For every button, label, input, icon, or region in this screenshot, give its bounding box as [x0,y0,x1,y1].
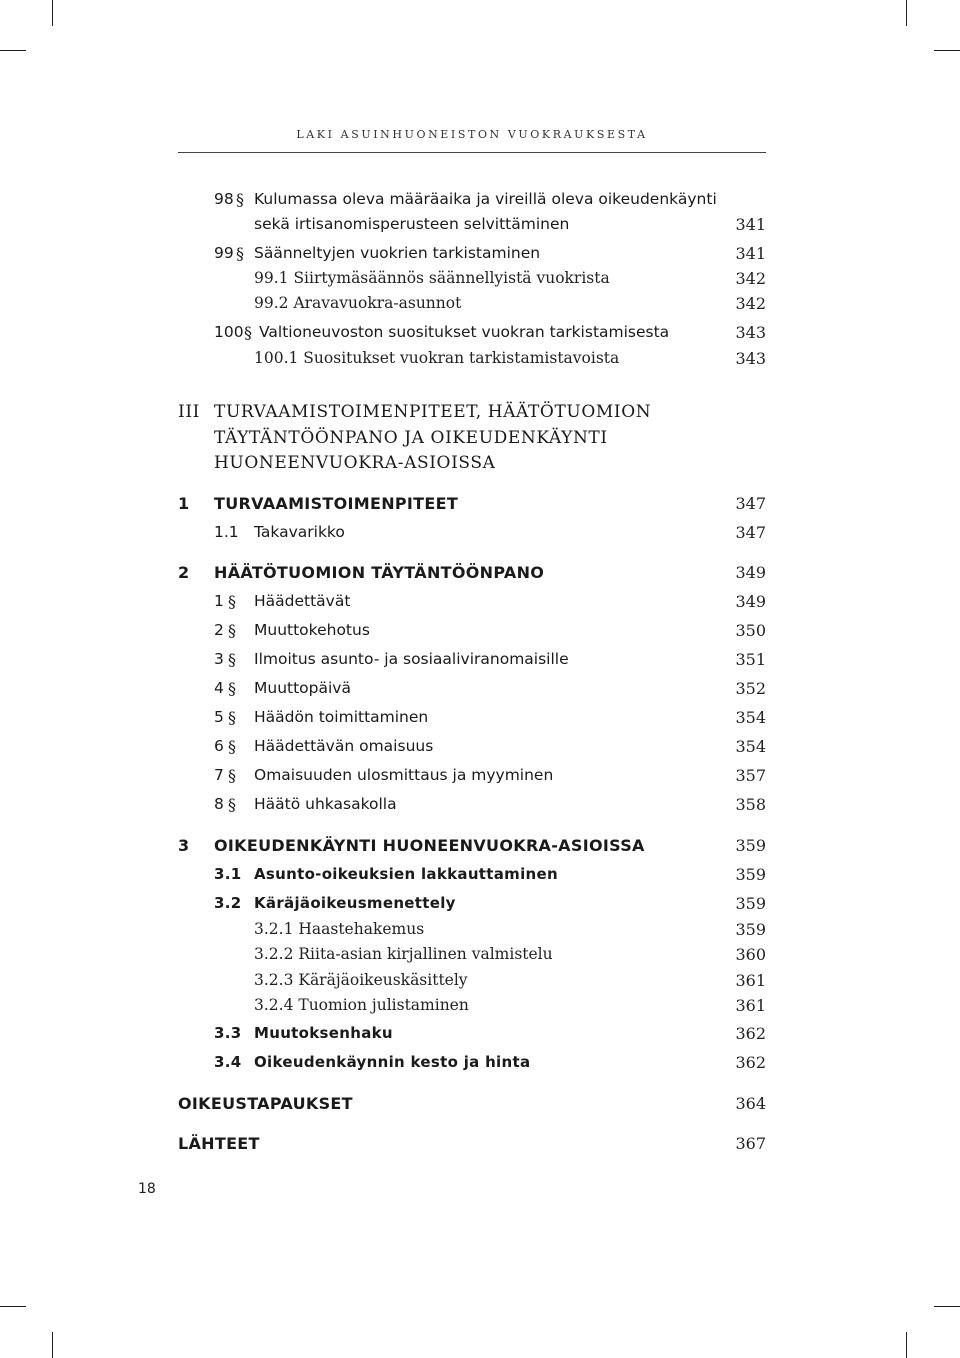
subentry-label: 3.2.1 Haastehakemus [254,920,425,938]
toc-entry [0,766,960,790]
entry-number: 1 [214,592,224,610]
entry-page: 367 [735,1134,766,1153]
crop-mark [934,50,960,51]
chapter-number: 2 [178,563,190,582]
toc-entry [0,795,960,819]
chapter-heading [0,1134,960,1158]
entry-page: 358 [735,795,766,814]
chapter-heading [0,563,960,587]
chapter-number: 1 [178,494,190,513]
crop-mark [52,1332,53,1358]
entry-page: 359 [735,894,766,913]
section-sign-icon: § [228,766,236,785]
subentry-label: 3.2.4 Tuomion julistaminen [254,996,469,1014]
toc-entry [0,1053,960,1077]
section-sign-icon: § [228,679,236,698]
part-heading [0,402,960,426]
toc-entry [0,190,960,214]
entry-label: Säänneltyjen vuokrien tarkistaminen [254,244,541,262]
header-rule [178,152,766,153]
entry-number: 3.4 [214,1053,242,1071]
part-heading-line [0,428,960,452]
entry-label: Muutoksenhaku [254,1024,393,1042]
entry-label: Häätö uhkasakolla [254,795,397,813]
entry-label: Häädön toimittaminen [254,708,429,726]
section-sign-icon: § [244,323,252,342]
entry-label: Omaisuuden ulosmittaus ja myyminen [254,766,554,784]
subentry-label: 3.2.2 Riita-asian kirjallinen valmistelu [254,945,553,963]
section-sign-icon: § [236,244,244,263]
toc-subentry [0,945,960,969]
toc-subentry [0,294,960,318]
chapter-heading [0,494,960,518]
entry-page: 354 [735,737,766,756]
section-sign-icon: § [228,795,236,814]
entry-page: 341 [735,244,766,263]
chapter-title: LÄHTEET [178,1134,260,1153]
page-number: 18 [138,1181,156,1197]
section-sign-icon: § [228,737,236,756]
entry-page: 357 [735,766,766,785]
entry-page: 352 [735,679,766,698]
subentry-label: 100.1 Suositukset vuokran tarkistamistavoista [254,349,620,367]
toc-entry [0,523,960,547]
entry-label: Asunto-oikeuksien lakkauttaminen [254,865,558,883]
entry-page: 361 [735,971,766,990]
entry-label: Oikeudenkäynnin kesto ja hinta [254,1053,531,1071]
entry-page: 342 [735,294,766,313]
entry-number: 1.1 [214,523,239,541]
chapter-heading [0,836,960,860]
entry-page: 343 [735,349,766,368]
chapter-title: OIKEUDENKÄYNTI HUONEENVUOKRA-ASIOISSA [214,836,645,855]
entry-page: 349 [735,563,766,582]
part-title-line: TURVAAMISTOIMENPITEET, HÄÄTÖTUOMION [214,402,652,422]
toc-entry-continued [0,215,960,239]
toc-entry [0,894,960,918]
entry-page: 347 [735,523,766,542]
entry-number: 5 [214,708,224,726]
entry-number: 6 [214,737,224,755]
toc-subentry [0,349,960,373]
toc-entry [0,708,960,732]
toc-entry [0,1024,960,1048]
part-numeral: III [178,402,200,422]
entry-page: 350 [735,621,766,640]
toc-subentry [0,920,960,944]
entry-page: 359 [735,920,766,939]
entry-number: 7 [214,766,224,784]
toc-entry [0,737,960,761]
toc-entry [0,650,960,674]
toc-entry [0,865,960,889]
section-sign-icon: § [228,621,236,640]
crop-mark [934,1306,960,1307]
toc-subentry [0,996,960,1020]
crop-mark [0,50,26,51]
subentry-label: 99.2 Aravavuokra-asunnot [254,294,462,312]
entry-page: 341 [735,215,766,234]
entry-page: 359 [735,836,766,855]
entry-page: 360 [735,945,766,964]
entry-page: 347 [735,494,766,513]
entry-page: 361 [735,996,766,1015]
entry-label: Häädettävän omaisuus [254,737,434,755]
crop-mark [52,0,53,26]
part-title-line: HUONEENVUOKRA-ASIOISSA [214,453,496,473]
toc-entry [0,244,960,268]
chapter-title: TURVAAMISTOIMENPITEET [214,494,459,513]
entry-label: Takavarikko [254,523,345,541]
entry-page: 351 [735,650,766,669]
toc-entry [0,323,960,347]
entry-page: 359 [735,865,766,884]
entry-number: 3 [214,650,224,668]
chapter-heading [0,1094,960,1118]
toc-subentry [0,971,960,995]
chapter-title: HÄÄTÖTUOMION TÄYTÄNTÖÖNPANO [214,563,545,582]
entry-label: Käräjäoikeusmenettely [254,894,456,912]
entry-label: Kulumassa oleva määräaika ja vireillä oleva oikeudenkäynti [254,190,717,208]
chapter-number: 3 [178,836,190,855]
section-sign-icon: § [236,190,244,209]
entry-number: 3.2 [214,894,242,912]
chapter-title: OIKEUSTAPAUKSET [178,1094,353,1113]
entry-label: Valtioneuvoston suositukset vuokran tarkistamisesta [259,323,670,341]
entry-page: 364 [735,1094,766,1113]
section-sign-icon: § [228,592,236,611]
entry-number: 99 [214,244,234,262]
entry-page: 362 [735,1053,766,1072]
toc-entry [0,679,960,703]
crop-mark [906,1332,907,1358]
section-sign-icon: § [228,650,236,669]
crop-mark [0,1306,26,1307]
entry-label: Ilmoitus asunto- ja sosiaaliviranomaisille [254,650,569,668]
entry-number: 8 [214,795,224,813]
subentry-label: 3.2.3 Käräjäoikeuskäsittely [254,971,468,989]
part-heading-line [0,453,960,477]
entry-number: 4 [214,679,224,697]
entry-label: Muuttokehotus [254,621,370,639]
entry-page: 343 [735,323,766,342]
entry-label: Häädettävät [254,592,351,610]
toc-subentry [0,269,960,293]
entry-label: Muuttopäivä [254,679,351,697]
section-sign-icon: § [228,708,236,727]
entry-number: 100 [214,323,244,341]
subentry-label: 99.1 Siirtymäsäännös säännellyistä vuokrista [254,269,610,287]
toc-entry [0,592,960,616]
entry-number: 3.1 [214,865,242,883]
entry-number: 2 [214,621,224,639]
entry-page: 349 [735,592,766,611]
toc-entry [0,621,960,645]
running-head: LAKI ASUINHUONEISTON VUOKRAUKSESTA [296,128,648,141]
entry-number: 98 [214,190,234,208]
part-title-line: TÄYTÄNTÖÖNPANO JA OIKEUDENKÄYNTI [214,428,608,448]
entry-label: sekä irtisanomisperusteen selvittäminen [254,215,570,233]
crop-mark [906,0,907,26]
entry-page: 362 [735,1024,766,1043]
entry-page: 342 [735,269,766,288]
entry-number: 3.3 [214,1024,242,1042]
entry-page: 354 [735,708,766,727]
